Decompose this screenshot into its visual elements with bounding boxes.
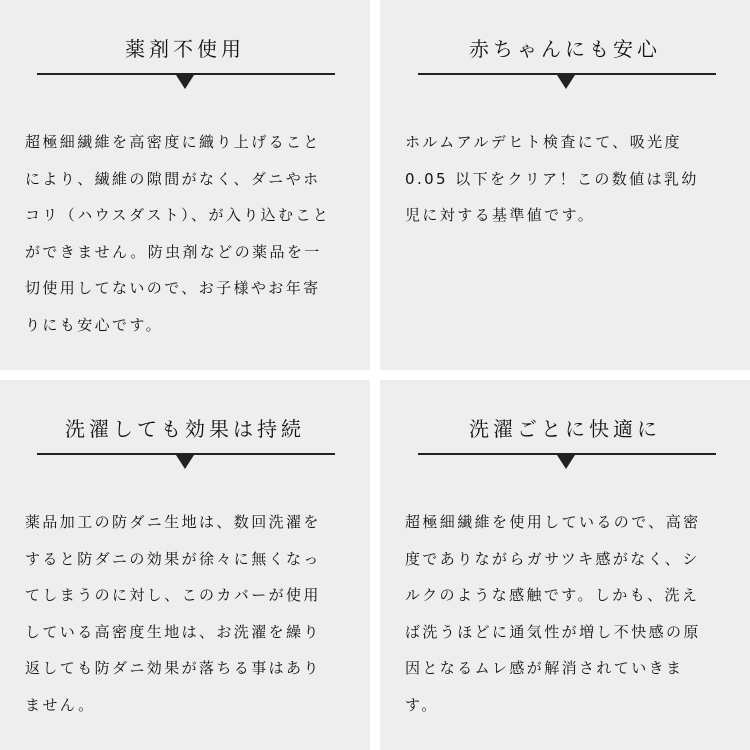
text-line: 返しても防ダニ効果が落ちる事はあり: [25, 659, 321, 678]
text-line: コリ（ハウスダスト）、が入り込むこと: [25, 206, 331, 225]
text-line: ホルムアルデヒト検査にて、吸光度: [405, 133, 682, 151]
panel-description: [405, 504, 738, 724]
text-line: により、繊維の隙間がなく、ダニやホ: [25, 169, 321, 188]
text-line: ません。: [25, 695, 96, 714]
text-line: 児に対する基準値です。: [405, 206, 596, 225]
text-line: ができません。防虫剤などの薬品を一: [25, 242, 322, 261]
text-line: 超極細繊維を高密度に織り上げること: [25, 133, 321, 151]
text-line: している高密度生地は、お洗濯を繰り: [25, 622, 321, 641]
text-line: ば洗うほどに通気性が増し不快感の原: [405, 622, 701, 641]
panel-title: 洗濯ごとに快適に: [469, 417, 661, 441]
text-line: 薬品加工の防ダニ生地は、数回洗濯を: [25, 513, 321, 531]
down-triangle-icon: [557, 455, 575, 469]
text-line: す。: [405, 695, 439, 714]
text-line: すると防ダニの効果が徐々に無くなっ: [25, 549, 321, 568]
down-triangle-icon: [176, 75, 194, 89]
panel-title: 洗濯しても効果は持続: [65, 417, 305, 441]
text-line: りにも安心です。: [25, 315, 164, 334]
feature-panel-baby-safe: [380, 0, 750, 370]
text-line: てしまうのに対し、このカバーが使用: [25, 586, 321, 605]
feature-panel-comfort-per-wash: [380, 380, 750, 750]
panel-description: [405, 124, 738, 234]
panel-description: [25, 504, 358, 724]
text-line: 0.05 以下をクリア！この数値は乳幼: [405, 169, 699, 188]
down-triangle-icon: [557, 75, 575, 89]
text-line: 超極細繊維を使用しているので、高密: [405, 513, 701, 531]
panel-title: 赤ちゃんにも安心: [469, 37, 661, 61]
text-line: 因となるムレ感が解消されていきま: [405, 659, 684, 678]
down-triangle-icon: [176, 455, 194, 469]
text-line: 切使用してないので、お子様やお年寄: [25, 279, 321, 298]
feature-panel-wash-durable: [0, 380, 370, 750]
panel-title: 薬剤不使用: [125, 37, 245, 61]
text-line: ルクのような感触です。しかも、洗え: [405, 586, 700, 605]
feature-panel-no-chemicals: [0, 0, 370, 370]
text-line: 度でありながらガサツキ感がなく、シ: [405, 549, 700, 568]
panel-description: [25, 124, 358, 344]
